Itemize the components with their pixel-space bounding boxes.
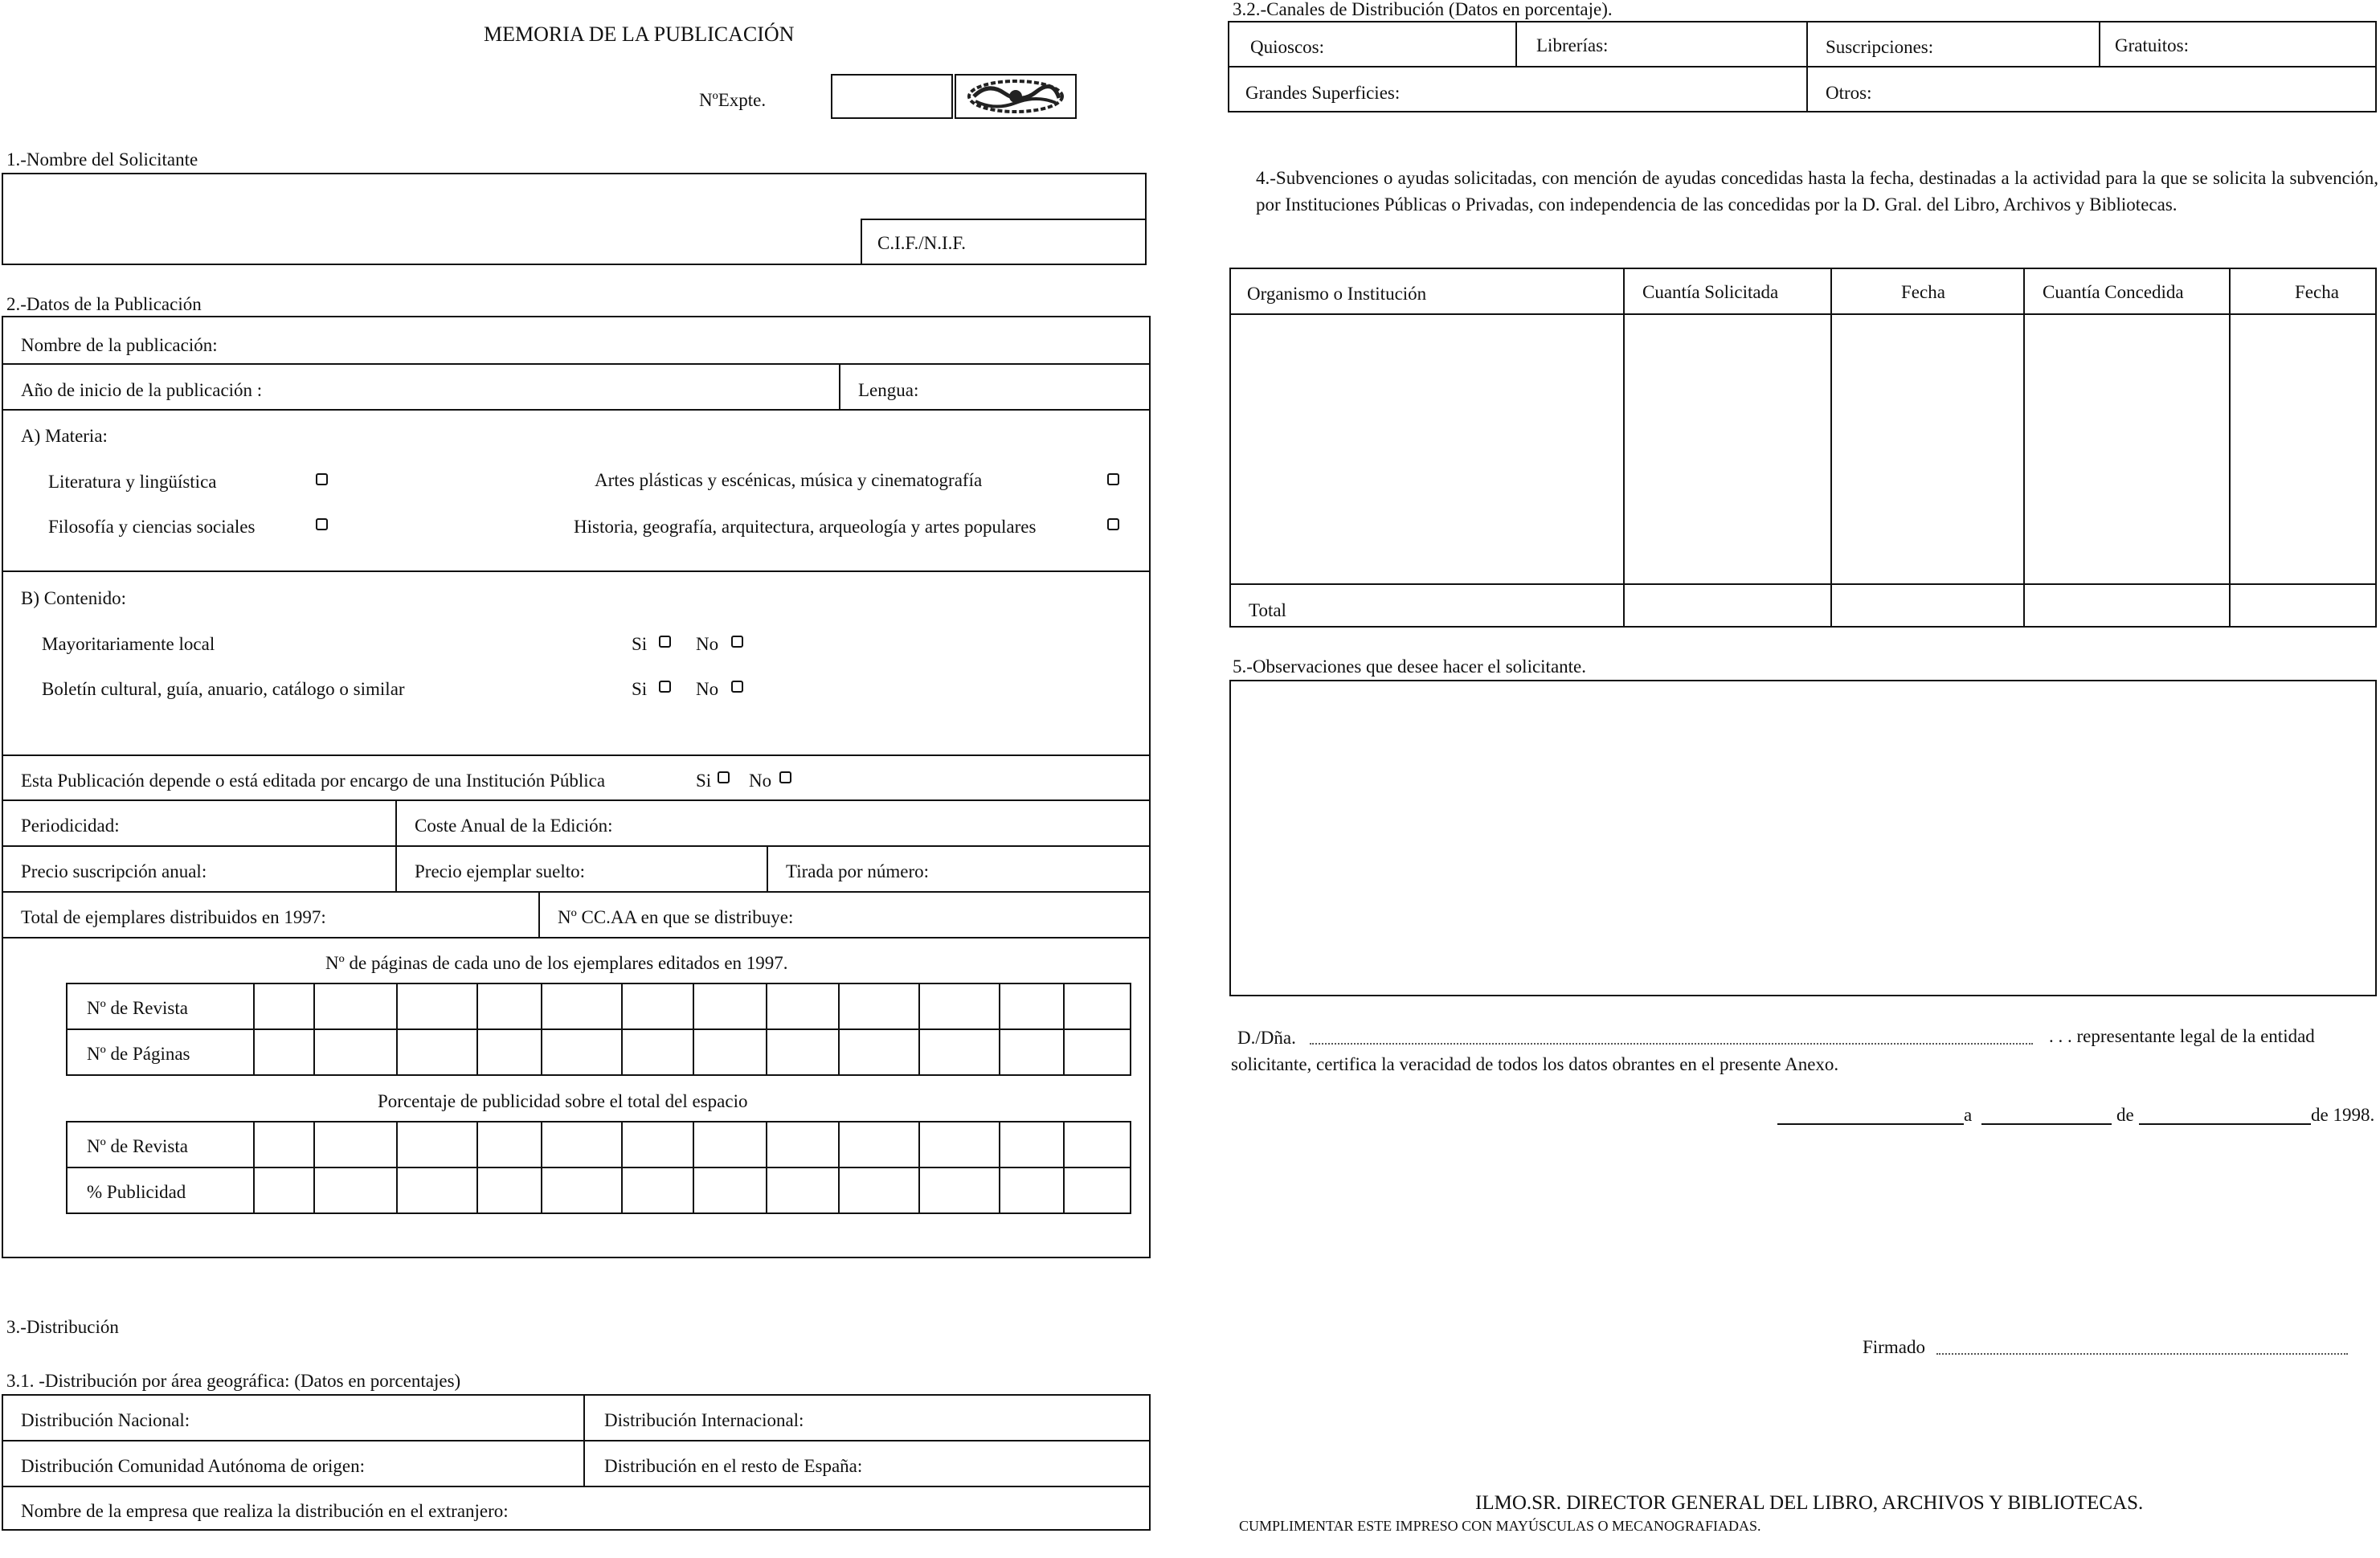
section4-heading: 4.-Subvenciones o ayudas solicitadas, con mención de ayudas concedidas hasta la fecha, destinadas a la actividad para la que se solicita la subvención, por Instituciones Públicas o Privadas, con independencia de las concedidas por la D. Gral. del Libro, Archivos y Bibliotecas. — [1256, 168, 2378, 215]
de-label: de — [2116, 1105, 2134, 1125]
canal-quioscos: Quioscos: — [1250, 37, 1324, 57]
section1-heading: 1.-Nombre del Solicitante — [6, 149, 198, 170]
expediente-field[interactable] — [831, 74, 953, 119]
si-label: Si — [632, 679, 648, 699]
checkbox-boletin-si[interactable] — [659, 681, 671, 693]
col-fecha: Fecha — [1901, 282, 1945, 302]
col-fecha: Fecha — [2295, 282, 2339, 302]
materia-heading: A) Materia: — [21, 426, 108, 446]
section3-heading: 3.-Distribución — [6, 1317, 119, 1337]
col-cuantia-concedida: Cuantía Concedida — [2043, 282, 2184, 302]
canal-suscripciones: Suscripciones: — [1826, 37, 1934, 57]
section2-heading: 2.-Datos de la Publicación — [6, 294, 202, 314]
si-label: Si — [632, 634, 648, 654]
checkbox-artes[interactable] — [1107, 473, 1119, 485]
canal-gratuitos: Gratuitos: — [2115, 35, 2189, 55]
section3-1-heading: 3.1. -Distribución por área geográfica: (Datos en porcentajes) — [6, 1371, 461, 1391]
a-label: a — [1964, 1105, 1973, 1125]
stamp-icon — [956, 76, 1075, 117]
subvenciones-table — [1229, 268, 2377, 628]
checkbox-literatura[interactable] — [316, 473, 328, 485]
stamp-box — [955, 74, 1077, 119]
materia-option-literatura: Literatura y lingüística — [48, 472, 217, 492]
institucion-label: Esta Publicación depende o está editada por encargo de una Institución Pública — [21, 771, 606, 791]
certification-text: solicitante, certifica la veracidad de todos los datos obrantes en el presente Anexo. — [1231, 1054, 1839, 1074]
tirada-label: Tirada por número: — [786, 861, 930, 881]
materia-option-historia: Historia, geografía, arquitectura, arqueología y artes populares — [574, 517, 1037, 537]
checkbox-institucion-no[interactable] — [779, 771, 791, 783]
addressee: ILMO.SR. DIRECTOR GENERAL DEL LIBRO, ARCHIVOS Y BIBLIOTECAS. — [1475, 1492, 2144, 1514]
comunidad-label: Distribución Comunidad Autónoma de origen: — [21, 1456, 366, 1476]
instructions: CUMPLIMENTAR ESTE IMPRESO CON MAYÚSCULAS O MECANOGRAFIADAS. — [1239, 1518, 1761, 1534]
dna-label: D./Dña. — [1237, 1028, 1296, 1048]
cif-label: C.I.F./N.I.F. — [877, 233, 967, 253]
paginas-label: Nº de Páginas — [87, 1044, 190, 1064]
total-label: Total — [1249, 600, 1286, 620]
nacional-label: Distribución Nacional: — [21, 1410, 190, 1430]
empresa-extranjero-label: Nombre de la empresa que realiza la distribución en el extranjero: — [21, 1501, 509, 1521]
contenido-item-local: Mayoritariamente local — [42, 634, 215, 654]
revista-label: Nº de Revista — [87, 998, 188, 1018]
no-label: No — [749, 771, 772, 791]
canal-grandes-superficies: Grandes Superficies: — [1245, 83, 1401, 103]
materia-option-artes: Artes plásticas y escénicas, música y cinematografía — [595, 470, 983, 490]
precio-ejemplar-label: Precio ejemplar suelto: — [415, 861, 586, 881]
checkbox-local-no[interactable] — [731, 636, 743, 648]
firmado-label: Firmado — [1863, 1337, 1925, 1357]
si-label: Si — [696, 771, 712, 791]
precio-suscripcion-label: Precio suscripción anual: — [21, 861, 207, 881]
col-cuantia-solicitada: Cuantía Solicitada — [1642, 282, 1779, 302]
expediente-label: NºExpte. — [699, 90, 767, 110]
contenido-item-boletin: Boletín cultural, guía, anuario, catálogo o similar — [42, 679, 405, 699]
observaciones-field[interactable] — [1229, 680, 2377, 996]
publicidad-label: % Publicidad — [87, 1182, 186, 1202]
canal-librerias: Librerías: — [1536, 35, 1609, 55]
paginas-heading: Nº de páginas de cada uno de los ejemplares editados en 1997. — [325, 953, 788, 973]
representante-text: . . . representante legal de la entidad — [2049, 1026, 2315, 1046]
ccaa-label: Nº CC.AA en que se distribuye: — [558, 907, 794, 927]
anio-inicio-label: Año de inicio de la publicación : — [21, 380, 263, 400]
checkbox-institucion-si[interactable] — [718, 771, 730, 783]
dna-field[interactable] — [1310, 1043, 2033, 1045]
checkbox-historia[interactable] — [1107, 518, 1119, 530]
year-label: de 1998. — [2311, 1105, 2375, 1125]
revista-label: Nº de Revista — [87, 1136, 188, 1156]
total-ejemplares-label: Total de ejemplares distribuidos en 1997: — [21, 907, 326, 927]
materia-option-filosofia: Filosofía y ciencias sociales — [48, 517, 256, 537]
section3-2-heading: 3.2.-Canales de Distribución (Datos en porcentaje). — [1233, 0, 1613, 19]
resto-espana-label: Distribución en el resto de España: — [604, 1456, 863, 1476]
nombre-publicacion-label: Nombre de la publicación: — [21, 335, 218, 355]
month-field[interactable] — [2139, 1123, 2311, 1125]
canal-otros: Otros: — [1826, 83, 1872, 103]
no-label: No — [696, 679, 719, 699]
publicidad-heading: Porcentaje de publicidad sobre el total del espacio — [378, 1091, 748, 1111]
section5-heading: 5.-Observaciones que desee hacer el solicitante. — [1233, 656, 1586, 677]
page-title: MEMORIA DE LA PUBLICACIÓN — [484, 22, 795, 46]
internacional-label: Distribución Internacional: — [604, 1410, 804, 1430]
place-field[interactable] — [1777, 1123, 1964, 1125]
firma-field[interactable] — [1936, 1353, 2348, 1355]
checkbox-local-si[interactable] — [659, 636, 671, 648]
day-field[interactable] — [1981, 1123, 2112, 1125]
checkbox-boletin-no[interactable] — [731, 681, 743, 693]
periodicidad-label: Periodicidad: — [21, 816, 120, 836]
checkbox-filosofia[interactable] — [316, 518, 328, 530]
lengua-label: Lengua: — [858, 380, 919, 400]
col-organismo: Organismo o Institución — [1247, 284, 1427, 304]
coste-label: Coste Anual de la Edición: — [415, 816, 613, 836]
no-label: No — [696, 634, 719, 654]
contenido-heading: B) Contenido: — [21, 588, 126, 608]
